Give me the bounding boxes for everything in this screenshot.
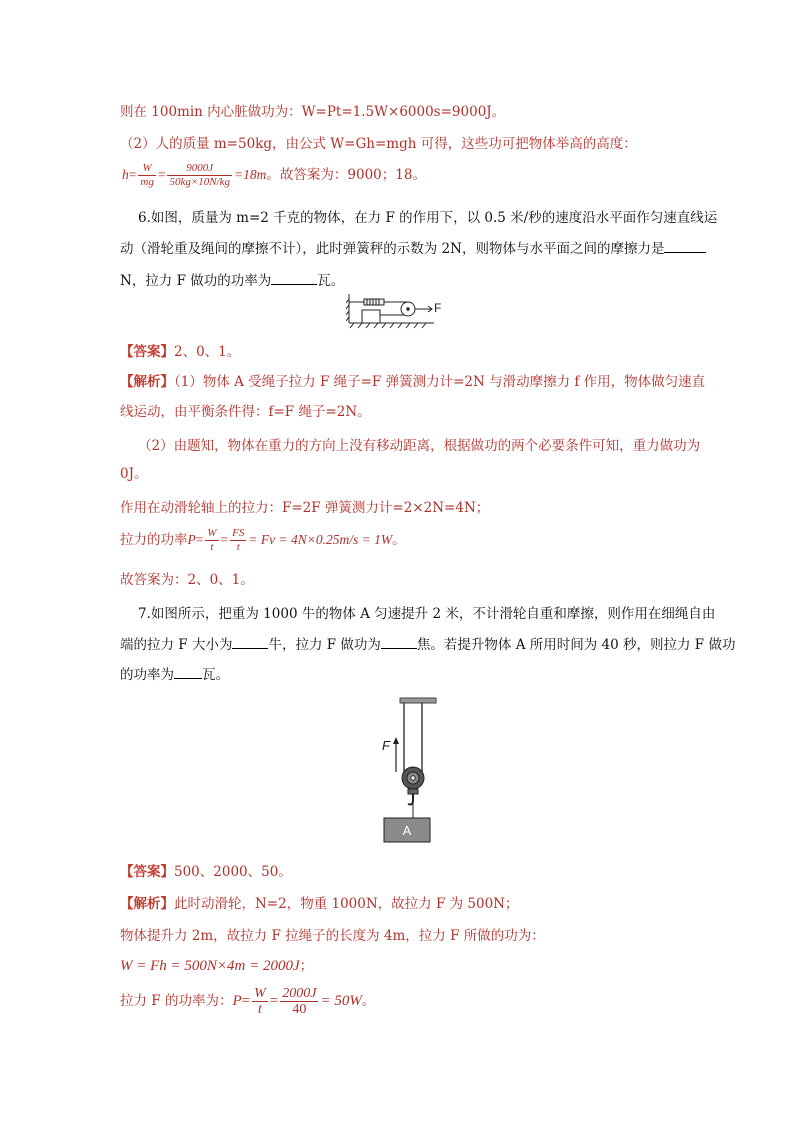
question-6-text: 6.如图，质量为 m=2 千克的物体，在力 F 的作用下，以 0.5 米/秒的速度沿水平面作匀速直线运 xyxy=(138,210,718,226)
formula-eq: = xyxy=(269,993,279,1009)
formula-p: P xyxy=(232,993,242,1009)
fraction-den: t xyxy=(210,541,214,554)
analysis-6-line-4 xyxy=(120,464,148,484)
question-7-text: 的功率为 xyxy=(120,667,174,683)
question-6-text: 瓦。 xyxy=(317,273,345,289)
analysis-7-text: 此时动滑轮，N=2，物重 1000N，故拉力 F 为 500N； xyxy=(174,896,519,912)
formula-end: 。 xyxy=(392,532,406,548)
work-formula: W = Fh = 500N×4m = 2000J xyxy=(120,958,300,974)
question-7-text: 7.如图所示，把重为 1000 牛的物体 A 匀速提升 2 米，不计滑轮自重和摩擦，则作用在细绳自由 xyxy=(138,606,716,622)
fraction-den: mg xyxy=(140,176,154,189)
fraction-num: W xyxy=(138,162,155,176)
formula-p: P xyxy=(187,532,196,547)
analysis-6-text: （2）由题知，物体在重力的方向上没有移动距离，根据做功的两个必要条件可知，重力做功为 xyxy=(138,438,701,454)
answer-tag: 【答案】 xyxy=(120,864,174,880)
answer-7 xyxy=(120,862,292,882)
fraction-den: 50kg×10N/kg xyxy=(169,176,231,189)
power-label: 拉力的功率 xyxy=(120,532,188,548)
formula-h: h xyxy=(122,167,129,182)
answer-6 xyxy=(120,342,240,362)
fraction-num: FS xyxy=(232,527,245,540)
text-line-mass xyxy=(120,134,637,154)
formula-eq: = xyxy=(128,167,137,182)
answer-6-text: 2、0、1。 xyxy=(174,344,241,360)
answer-text: 。故答案为：9000；18。 xyxy=(266,167,426,183)
fraction-num: 2000J xyxy=(282,986,317,1002)
answer-blank xyxy=(174,664,202,679)
formula-end: 。 xyxy=(361,993,376,1009)
fraction-num: W xyxy=(254,986,266,1002)
question-7-line-1 xyxy=(138,604,715,624)
formula-result: = 50W xyxy=(320,993,362,1009)
analysis-6-line-1 xyxy=(120,372,705,392)
fraction-den: t xyxy=(257,1002,262,1018)
mass-text: （2）人的质量 m=50kg，由公式 W=Gh=mgh 可得，这些功可把物体举高的高度： xyxy=(120,136,637,152)
analysis-6-text: 作用在动滑轮轴上的拉力：F=2F 弹簧测力计=2×2N=4N； xyxy=(120,500,490,516)
block-a-label: A xyxy=(402,823,412,838)
formula-result: =18m xyxy=(234,167,267,182)
question-6-line-2 xyxy=(120,238,706,259)
question-7-line-3 xyxy=(120,664,229,685)
fraction-values xyxy=(167,162,232,189)
question-6-line-3 xyxy=(120,270,344,291)
analysis-6-text: （1）物体 A 受绳子拉力 F 绳子=F 弹簧测力计=2N 与滑动摩擦力 f 作用，物体做匀速直 xyxy=(174,374,706,390)
analysis-7-power-formula xyxy=(120,984,375,1018)
force-label: F xyxy=(434,301,442,315)
fraction-w-t xyxy=(252,986,268,1017)
question-7-text: 焦。若提升物体 A 所用时间为 40 秒，则拉力 F 做功 xyxy=(416,637,736,653)
pulley-horizontal-figure xyxy=(346,293,446,329)
analysis-tag: 【解析】 xyxy=(120,374,174,390)
analysis-6-line-5 xyxy=(120,498,489,518)
formula-result: = Fv = 4N×0.25m/s = 1W xyxy=(248,532,393,547)
question-7-line-2 xyxy=(120,634,735,655)
movable-pulley-figure xyxy=(378,696,438,844)
question-7-text: 瓦。 xyxy=(202,667,229,683)
analysis-7-work-formula xyxy=(120,956,313,976)
power-label: 拉力 F 的功率为： xyxy=(120,993,233,1009)
analysis-6-text: 线运动，由平衡条件得：f=F 绳子=2N。 xyxy=(120,404,371,420)
fraction-w-mg xyxy=(138,162,155,189)
fraction-num: 9000J xyxy=(167,162,232,176)
analysis-6-line-3 xyxy=(138,436,700,456)
ceiling xyxy=(400,698,436,703)
text-line-work-heart xyxy=(120,102,505,122)
analysis-6-line-7 xyxy=(120,570,254,590)
answer-blank xyxy=(232,634,268,649)
analysis-tag: 【解析】 xyxy=(120,896,174,912)
question-6-line-1 xyxy=(138,208,717,228)
question-6-text: 动（滑轮重及绳间的摩擦不计），此时弹簧秤的示数为 2N，则物体与水平面之间的摩擦力是 xyxy=(120,241,665,257)
fraction-num: W xyxy=(207,527,217,540)
analysis-6-line-2 xyxy=(120,402,371,422)
arrow-head xyxy=(393,737,399,744)
work-heart-text: 则在 100min 内心脏做功为：W=Pt=1.5W×6000s=9000J。 xyxy=(120,104,506,120)
formula-eq: = xyxy=(220,532,229,547)
formula-eq: = xyxy=(195,532,204,547)
analysis-7-line-2 xyxy=(120,926,545,946)
fraction-w-t xyxy=(205,527,218,554)
fraction-values xyxy=(280,986,318,1017)
formula-end: ； xyxy=(299,958,314,974)
fraction-fs-t xyxy=(230,527,246,554)
block xyxy=(362,310,380,323)
answer-7-text: 500、2000、50。 xyxy=(174,864,292,880)
analysis-6-power-formula xyxy=(120,524,406,556)
answer-blank xyxy=(664,238,706,253)
analysis-6-text: 0J。 xyxy=(120,466,148,482)
question-6-text: N，拉力 F 做功的功率为 xyxy=(120,273,272,289)
height-formula xyxy=(122,160,426,190)
pulley-mount xyxy=(408,789,418,794)
question-7-text: 牛，拉力 F 做功为 xyxy=(268,637,381,653)
formula-eq: = xyxy=(157,167,166,182)
answer-tag: 【答案】 xyxy=(120,344,174,360)
answer-blank xyxy=(381,634,417,649)
analysis-7-text: 物体提升力 2m，故拉力 F 拉绳子的长度为 4m，拉力 F 所做的功为： xyxy=(120,928,545,944)
hook xyxy=(408,794,413,805)
question-7-text: 端的拉力 F 大小为 xyxy=(120,637,233,653)
analysis-7-line-1 xyxy=(120,894,519,914)
fraction-den: 40 xyxy=(292,1002,307,1018)
answer-blank xyxy=(271,270,317,285)
formula-eq: = xyxy=(241,993,251,1009)
force-label: F xyxy=(382,738,390,753)
fraction-den: t xyxy=(236,541,240,554)
analysis-6-text: 故答案为：2、0、1。 xyxy=(120,572,254,588)
